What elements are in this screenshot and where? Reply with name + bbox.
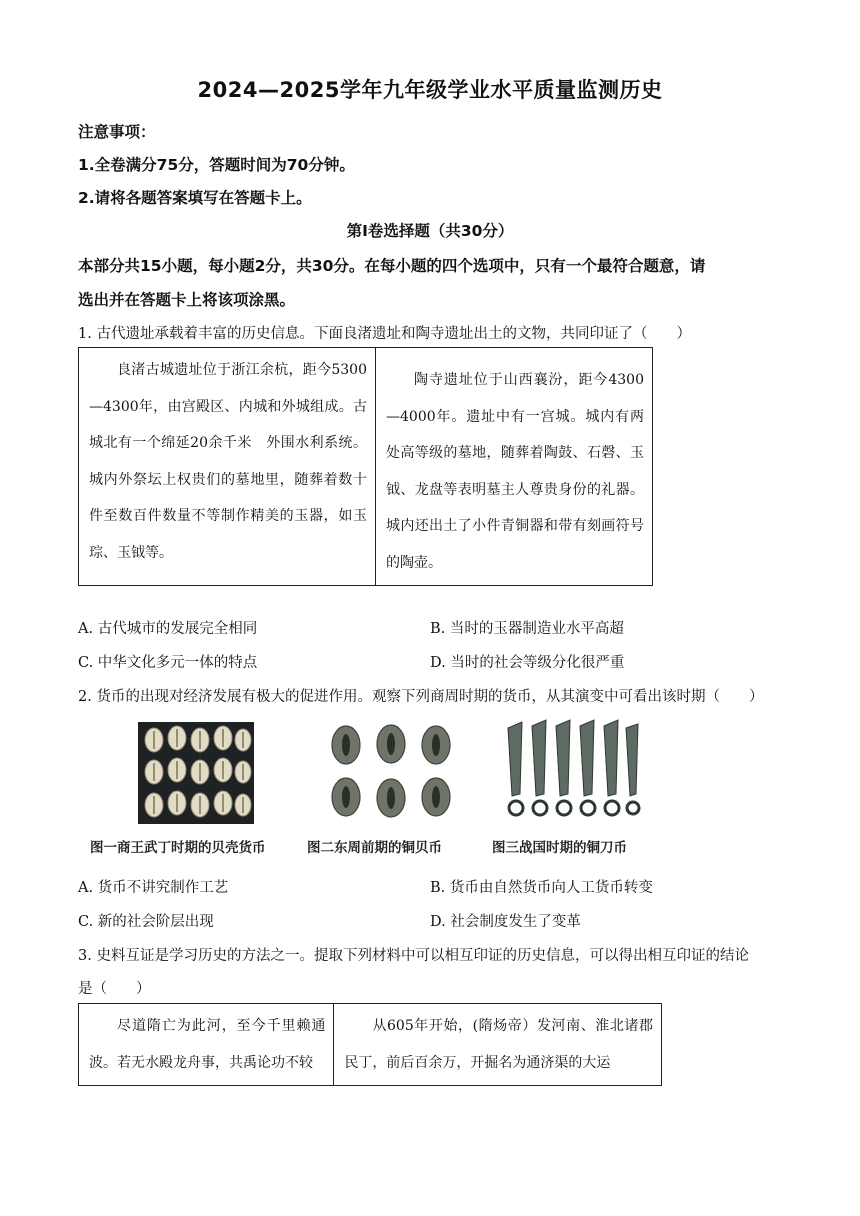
q2-option-c[interactable]: C. 新的社会阶层出现 [78,914,214,930]
q3-stem-1: 3. 史料互证是学习历史的方法之一。提取下列材料中可以相互印证的历史信息，可以得出相互印证的结论 [78,948,749,964]
section-instruction-1: 本部分共15小题，每小题2分，共30分。在每小题的四个选项中，只有一个最符合题意，请 [78,257,706,275]
q2-option-b[interactable]: B. 货币由自然货币向人工货币转变 [430,880,653,896]
q3-material-table [78,1003,662,1086]
q1-option-b[interactable]: B. 当时的玉器制造业水平高超 [430,621,624,637]
q2-option-d[interactable]: D. 社会制度发生了变革 [430,914,581,930]
q1-option-d[interactable]: D. 当时的社会等级分化很严重 [430,655,625,671]
page-title: 2024—2025学年九年级学业水平质量监测历史 [197,78,663,102]
q1-stem: 1. 古代遗址承载着丰富的历史信息。下面良渚遗址和陶寺遗址出土的文物，共同印证了（ ） [78,326,691,342]
q1-material-right: 陶寺遗址位于山西襄汾，距今4300—4000年。遗址中有一宫城。城内有两处高等级的墓地，随葬着陶鼓、石磬、玉钺、龙盘等表明墓主人尊贵身份的礼器。城内还出土了小件青铜器和带有刻画符号的陶壶。 [376,348,653,586]
section-instruction-2: 选出并在答题卡上将该项涂黑。 [78,291,296,309]
q3-stem-2: 是（ ） [78,981,151,997]
q2-option-a[interactable]: A. 货币不讲究制作工艺 [78,880,229,896]
bronze-knife-coin-image [492,716,642,828]
q1-option-c[interactable]: C. 中华文化多元一体的特点 [78,655,258,671]
shell-currency-image [138,722,254,824]
notes-item-2: 2.请将各题答案填写在答题卡上。 [78,189,312,207]
q1-material-table [78,347,653,586]
notes-heading: 注意事项： [78,123,156,141]
q3-material-left: 尽道隋亡为此河，至今千里赖通波。若无水殿龙舟事，共禹论功不较 [79,1004,334,1086]
q3-material-right: 从605年开始，(隋炀帝）发河南、淮北诸郡民丁，前后百余万，开掘名为通济渠的大运 [334,1004,662,1086]
figure-caption-3: 图三战国时期的铜刀币 [492,840,627,856]
notes-item-1: 1.全卷满分75分，答题时间为70分钟。 [78,156,355,174]
figure-caption-2: 图二东周前期的铜贝币 [307,840,442,856]
section-title: 第Ⅰ卷选择题（共30分） [346,222,514,240]
bronze-shell-coin-image [324,720,460,826]
q1-option-a[interactable]: A. 古代城市的发展完全相同 [78,621,258,637]
q2-stem: 2. 货币的出现对经济发展有极大的促进作用。观察下列商周时期的货币，从其演变中可看出该时期（ ） [78,689,764,705]
figure-caption-1: 图一商王武丁时期的贝壳货币 [90,840,266,856]
q1-material-left: 良渚古城遗址位于浙江余杭，距今5300—4300年，由宫殿区、内城和外城组成。古城北有一个绵延20余千米 外围水利系统。城内外祭坛上权贵们的墓地里，随葬着数十件至数百件数量不等制作精美的玉器，如玉琮、玉钺等。 [79,348,376,586]
